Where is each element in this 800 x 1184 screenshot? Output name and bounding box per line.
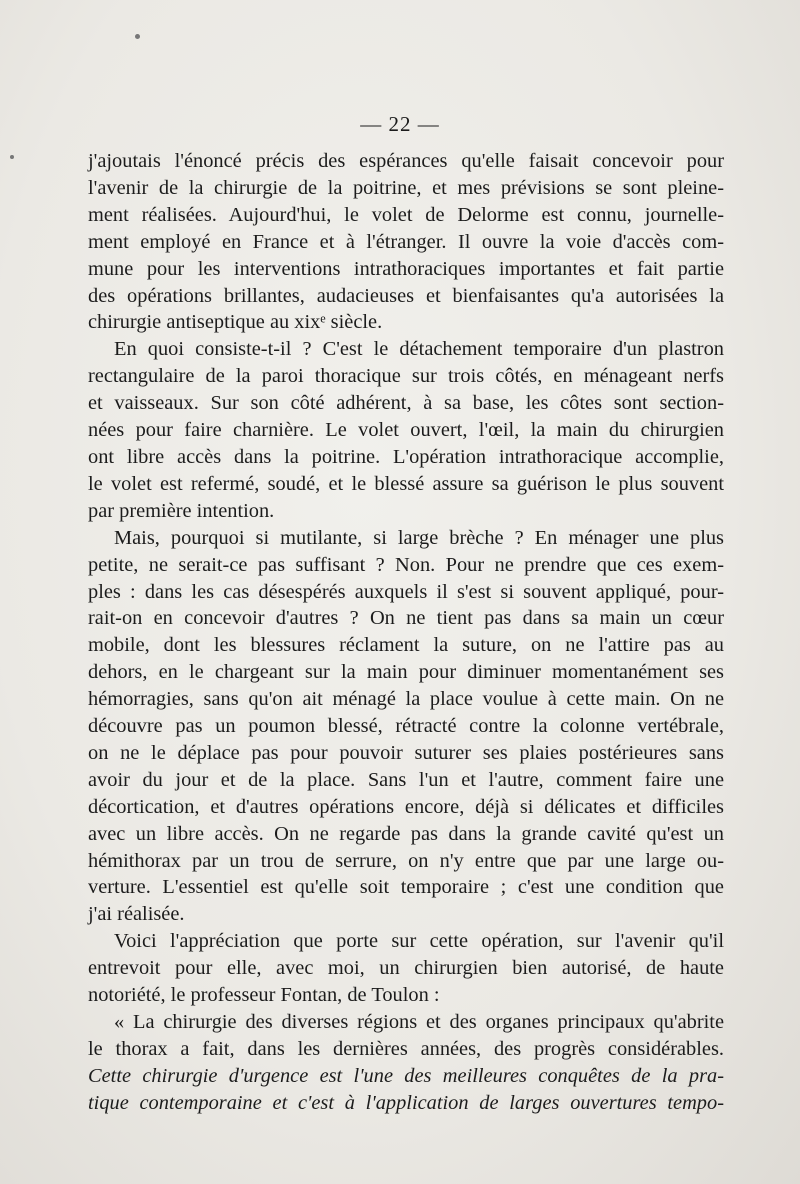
page-number: — 22 —: [360, 112, 440, 136]
text-line: par première intention.: [88, 499, 275, 522]
text-line: nées pour faire charnière. Le volet ouvert, l'œil, la main du chirurgien: [88, 419, 724, 442]
text-line: avoir du jour et de la place. Sans l'un et l'autre, comment faire une: [88, 768, 724, 791]
text-line: verture. L'essentiel est qu'elle soit temporaire ; c'est une condition que: [88, 876, 724, 899]
text-line: j'ai réalisée.: [88, 903, 185, 926]
ink-speck: [10, 155, 14, 159]
text-line: mune pour les interventions intrathoraciques importantes et fait partie: [88, 257, 724, 280]
text-line: des opérations brillantes, audacieuses et bienfaisantes qu'a autorisées la: [88, 284, 724, 307]
text-line: découvre pas un poumon blessé, rétracté contre la colonne vertébrale,: [88, 715, 724, 738]
text-line: ment réalisées. Aujourd'hui, le volet de Delorme est connu, journelle-: [88, 203, 724, 226]
quotation-paragraph: [88, 1009, 724, 1117]
text-line: Voici l'appréciation que porte sur cette opération, sur l'avenir qu'il: [114, 930, 724, 953]
text-line: notoriété, le professeur Fontan, de Toulon :: [88, 984, 440, 1007]
paragraph-3: [88, 525, 724, 929]
paragraph-1: [88, 148, 724, 336]
text-line: mobile, dont les blessures réclament la suture, on ne l'attire pas au: [88, 634, 724, 657]
text-line: décortication, et d'autres opérations encore, déjà si délicates et difficiles: [88, 795, 724, 818]
text-line: ples : dans les cas désespérés auxquels il s'est si souvent appliqué, pour-: [88, 580, 724, 603]
text-line: rait-on en concevoir d'autres ? On ne tient pas dans sa main un cœur: [88, 607, 724, 630]
text-line: En quoi consiste-t-il ? C'est le détachement temporaire d'un plastron: [114, 338, 724, 361]
italic-text-line: tique contemporaine et c'est à l'application de larges ouvertures tempo-: [88, 1091, 724, 1114]
text-line: l'avenir de la chirurgie de la poitrine, et mes prévisions se sont pleine-: [88, 176, 724, 199]
text-line: chirurgie antiseptique au xixᵉ siècle.: [88, 311, 383, 334]
text-line: rectangulaire de la paroi thoracique sur trois côtés, en ménageant nerfs: [88, 365, 724, 388]
text-line: et vaisseaux. Sur son côté adhérent, à sa base, les côtes sont section-: [88, 392, 724, 415]
text-line: dehors, en le chargeant sur la main pour diminuer momentanément ses: [88, 661, 724, 684]
text-line: Mais, pourquoi si mutilante, si large brèche ? En ménager une plus: [114, 526, 724, 549]
text-line: entrevoit pour elle, avec moi, un chirurgien bien autorisé, de haute: [88, 957, 724, 980]
text-line: « La chirurgie des diverses régions et des organes principaux qu'abrite: [114, 1011, 724, 1033]
text-line: ont libre accès dans la poitrine. L'opération intrathoracique accomplie,: [88, 445, 724, 468]
text-line: j'ajoutais l'énoncé précis des espérances qu'elle faisait concevoir pour: [88, 150, 724, 172]
paragraph-4: [88, 928, 724, 1009]
text-line: le volet est refermé, soudé, et le blessé assure sa guérison le plus souvent: [88, 472, 724, 495]
paragraph-2: [88, 336, 724, 524]
text-line: petite, ne serait-ce pas suffisant ? Non. Pour ne prendre que ces exem-: [88, 553, 724, 576]
italic-text-line: Cette chirurgie d'urgence est l'une des meilleures conquêtes de la pra-: [88, 1064, 724, 1087]
text-line: hémorragies, sans qu'on ait ménagé la place voulue à cette main. On ne: [88, 688, 724, 711]
text-line: le thorax a fait, dans les dernières années, des progrès considérables.: [88, 1037, 724, 1060]
text-line: on ne le déplace pas pour pouvoir suturer ses plaies postérieures sans: [88, 741, 724, 764]
ink-speck: [135, 34, 140, 39]
page-body: [88, 148, 724, 1117]
text-line: avec un libre accès. On ne regarde pas dans la grande cavité qu'est un: [88, 822, 724, 845]
text-line: hémithorax par un trou de serrure, on n'y entre que par une large ou-: [88, 849, 724, 872]
text-line: ment employé en France et à l'étranger. Il ouvre la voie d'accès com-: [88, 230, 724, 253]
